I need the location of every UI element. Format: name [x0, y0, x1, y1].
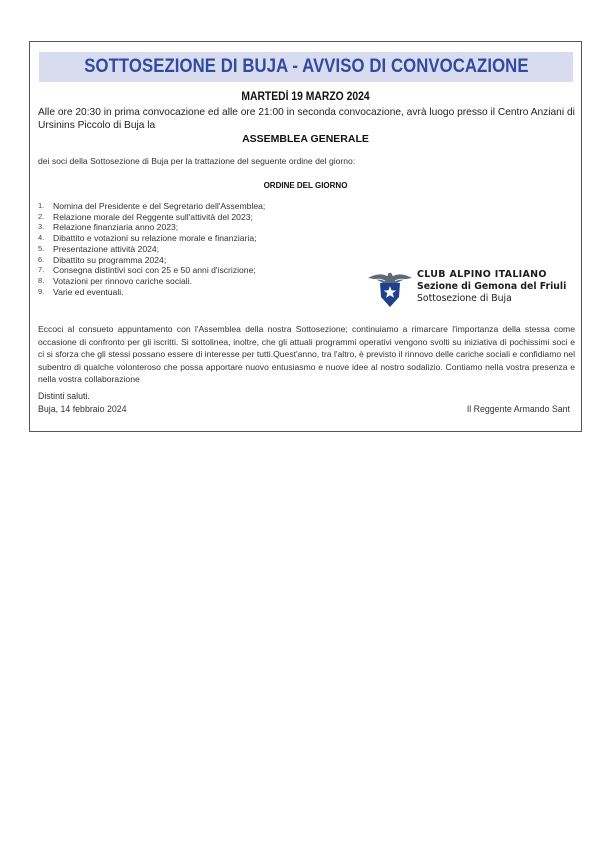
agenda-title: ORDINE DEL GIORNO: [263, 181, 348, 190]
agenda-item-text: Relazione finanziaria anno 2023;: [53, 222, 179, 233]
agenda-item: [38, 244, 265, 255]
agenda-item: [38, 287, 265, 298]
agenda-item-number: 9.: [38, 286, 45, 296]
greeting: Distinti saluti.: [38, 391, 90, 401]
signature: Il Reggente Armando Sant: [466, 404, 570, 414]
agenda-item-text: Presentazione attività 2024;: [53, 243, 160, 254]
agenda-item-text: Votazioni per rinnovo cariche sociali.: [53, 275, 193, 286]
cai-eagle-star-emblem-icon: [367, 269, 413, 309]
agenda-item: [38, 276, 265, 287]
cai-name: CLUB ALPINO ITALIANO: [417, 269, 547, 280]
agenda-item-text: Dibattito e votazioni su relazione morale e finanziaria;: [53, 233, 257, 244]
cai-subsection: Sottosezione di Buja: [417, 293, 512, 304]
cai-text: [417, 269, 566, 305]
agenda-item: [38, 201, 265, 212]
agenda-item-number: 8.: [38, 275, 45, 285]
agenda-item-number: 7.: [38, 265, 45, 275]
agenda-item: [38, 233, 265, 244]
agenda-item-number: 5.: [38, 243, 45, 253]
agenda-item-text: Consegna distintivi soci con 25 e 50 anni d'iscrizione;: [53, 265, 256, 276]
body-paragraph: Eccoci al consueto appuntamento con l'Assemblea della nostra Sottosezione; continuiamo a rimarcare l'importanza della stessa come occasione di confronto per gli iscritti. Si sottolinea, inoltre, che gli attuali programmi operativi vengono svolti su iniziativa di pochissimi soci e ci si sforza che gli stessi possano essere di interesse per tutti.Quest'anno, tra l'altro, è previsto il rinnovo delle cariche sociali e confidiamo nel subentro di qualche volonteroso che possa apportare nuovo entusiasmo e nuove idee al nostro sodalizio. Contiamo nella vostra presenza e nella vostra collaborazione: [38, 324, 575, 385]
agenda-item: [38, 212, 265, 223]
meeting-date: MARTEDÌ 19 MARZO 2024: [241, 91, 370, 103]
agenda-item-number: 4.: [38, 233, 45, 243]
cai-section: Sezione di Gemona del Friuli: [417, 281, 567, 292]
agenda-item: [38, 265, 265, 276]
agenda-item-text: Varie ed eventuali.: [53, 286, 124, 297]
notice-frame: [29, 41, 582, 432]
agenda-item-number: 1.: [38, 201, 45, 210]
agenda-item: [38, 222, 265, 233]
agenda-item: [38, 255, 265, 266]
agenda-list: [38, 201, 265, 297]
agenda-item-number: 3.: [38, 222, 45, 232]
assembly-title: ASSEMBLEA GENERALE: [242, 133, 369, 145]
meeting-intro: Alle ore 20:30 in prima convocazione ed alle ore 21:00 in seconda convocazione, avrà luogo presso il Centro Anziani di Ursinins Piccolo di Buja la: [38, 107, 575, 131]
members-line: dei soci della Sottosezione di Buja per la trattazione del seguente ordine del giorno:: [38, 156, 356, 166]
agenda-item-text: Dibattito su programma 2024;: [53, 254, 167, 265]
agenda-item-text: Relazione morale del Reggente sull'attività del 2023;: [53, 211, 253, 222]
agenda-item-text: Nomina del Presidente e del Segretario dell'Assemblea;: [53, 201, 266, 211]
agenda-item-number: 6.: [38, 254, 45, 264]
notice-title: SOTTOSEZIONE DI BUJA - AVVISO DI CONVOCAZIONE: [83, 56, 529, 77]
place-date: Buja, 14 febbraio 2024: [38, 404, 127, 414]
title-banner: [39, 52, 573, 82]
cai-logo-block: [367, 267, 577, 311]
agenda-item-number: 2.: [38, 211, 45, 221]
